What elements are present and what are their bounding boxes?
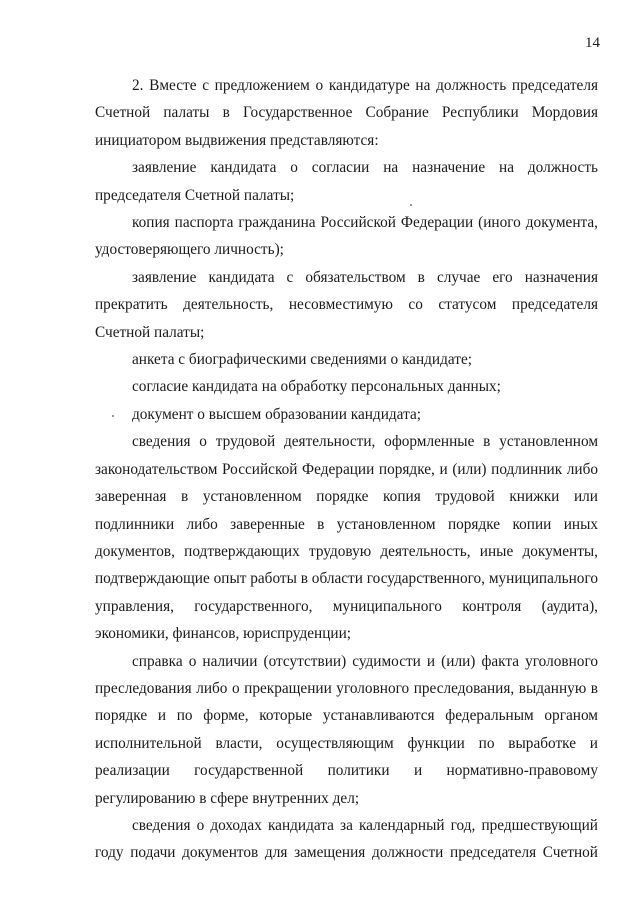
scan-speck	[410, 204, 412, 206]
list-item-education-document: документ о высшем образовании кандидата;	[132, 405, 421, 423]
list-item-obligation-statement: заявление кандидата с обязательством в случае его назначения прекратить деятельность, несовместимую со статусом председателя Счетной палаты;	[95, 268, 598, 341]
list-item-personal-data-consent: согласие кандидата на обработку персональных данных;	[132, 378, 501, 396]
document-body	[95, 72, 598, 867]
list-item-criminal-record-certificate: справка о наличии (отсутствии) судимости и (или) факта уголовного преследования либо о прекращении уголовного преследования, выданную в порядке и по форме, которые устанавливаются федеральным органом исполнительной власти, осуществляющим функции по выработке и реализации государственной политики и нормативно-правовому регулированию в сфере внутренних дел;	[95, 652, 598, 807]
list-item-consent-statement: заявление кандидата о согласии на назначение на должность председателя Счетной палаты;	[95, 159, 598, 204]
list-item-passport-copy: копия паспорта гражданина Российской Федерации (иного документа, удостоверяющего личность);	[95, 214, 598, 259]
scan-speck	[112, 415, 114, 417]
page-number: 14	[585, 35, 600, 51]
paragraph-item-2-intro: 2. Вместе с предложением о кандидатуре на должность председателя Счетной палаты в Государственное Собрание Республики Мордовия инициатором выдвижения представляются:	[95, 77, 598, 149]
list-item-employment-records: сведения о трудовой деятельности, оформленные в установленном законодательством Российской Федерации порядке, и (или) подлинник либо заверенная в установленном порядке копия трудовой книжки или подлинники либо заверенные в установленном порядке копии иных документов, подтверждающих трудовую деятельность, иные документы, подтверждающие опыт работы в области государственного, муниципального управления, государственного, муниципального контроля (аудита), экономики, финансов, юриспруденции;	[95, 433, 598, 643]
list-item-biography-form: анкета с биографическими сведениями о кандидате;	[132, 351, 473, 369]
list-item-income-information: сведения о доходах кандидата за календарный год, предшествующий году подачи документов для замещения должности председателя Счетной	[95, 816, 598, 862]
